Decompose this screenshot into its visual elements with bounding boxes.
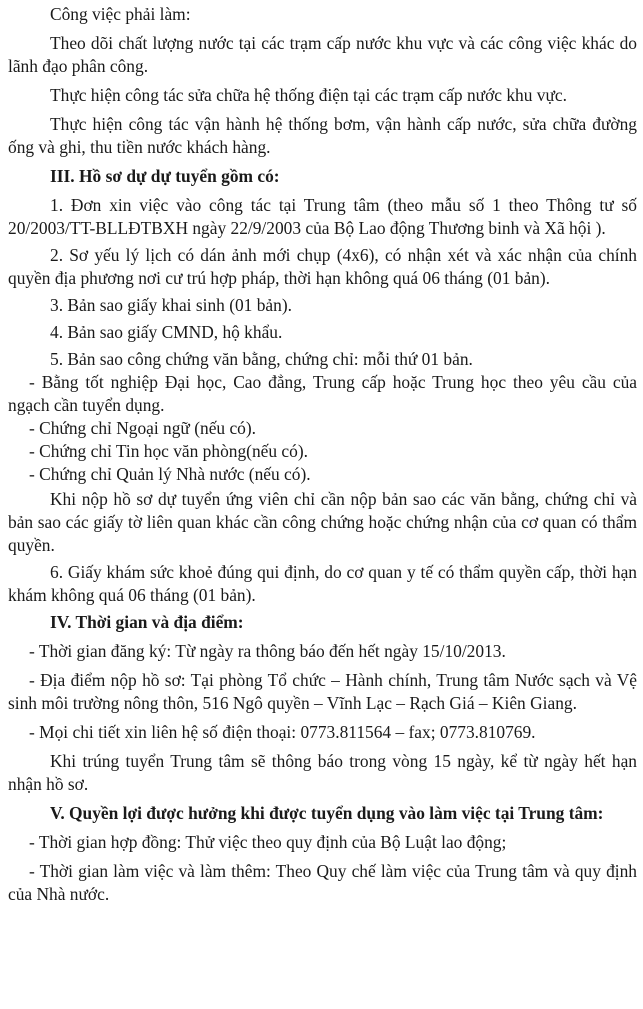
contact-info: - Mọi chi tiết xin liên hệ số điện thoại: 0773.811564 – fax; 0773.810769. xyxy=(29,722,536,742)
task-pump-operation: Thực hiện công tác vận hành hệ thống bơm, vận hành cấp nước, sửa chữa đường ống và ghi, thu tiền nước khách hàng. xyxy=(8,114,637,157)
dossier-item-2: 2. Sơ yếu lý lịch có dán ảnh mới chụp (4x6), có nhận xét và xác nhận của chính quyền địa phương nơi cư trú hợp pháp, thời hạn không quá 06 tháng (01 bản). xyxy=(8,245,637,288)
submission-place: - Địa điểm nộp hồ sơ: Tại phòng Tổ chức – Hành chính, Trung tâm Nước sạch và Vệ sinh môi trường nông thôn, 516 Ngô quyền – Vĩnh Lạc – Rạch Giá – Kiên Giang. xyxy=(8,670,637,713)
contract-time: - Thời gian hợp đồng: Thử việc theo quy định của Bộ Luật lao động; xyxy=(29,832,507,852)
section-4-heading: IV. Thời gian và địa điểm: xyxy=(50,612,244,632)
intro-line: Công việc phải làm: xyxy=(50,4,191,24)
dossier-item-6: 6. Giấy khám sức khoẻ đúng qui định, do cơ quan y tế có thẩm quyền cấp, thời hạn khám không quá 06 tháng (01 bản). xyxy=(8,562,637,605)
section-5-heading: V. Quyền lợi được hưởng khi được tuyển dụng vào làm việc tại Trung tâm: xyxy=(50,803,604,823)
dossier-sub-management: - Chứng chỉ Quản lý Nhà nước (nếu có). xyxy=(29,464,311,484)
section-3-heading: III. Hồ sơ dự dự tuyển gồm có: xyxy=(50,166,280,186)
dossier-note: Khi nộp hồ sơ dự tuyển ứng viên chỉ cần nộp bản sao các văn bằng, chứng chỉ và bản sao các giấy tờ liên quan khác cần công chứng hoặc chứng nhận của cơ quan có thẩm quyền. xyxy=(8,489,637,555)
dossier-item-3: 3. Bản sao giấy khai sinh (01 bản). xyxy=(50,295,292,315)
dossier-item-5: 5. Bản sao công chứng văn bằng, chứng chỉ: mỗi thứ 01 bản. xyxy=(50,349,473,369)
notification-info: Khi trúng tuyển Trung tâm sẽ thông báo trong vòng 15 ngày, kể từ ngày hết hạn nhận hồ sơ. xyxy=(8,751,637,794)
dossier-item-1: 1. Đơn xin việc vào công tác tại Trung tâm (theo mẫu số 1 theo Thông tư số 20/2003/TT-BLLĐTBXH ngày 22/9/2003 của Bộ Lao động Thương binh và Xã hội ). xyxy=(8,195,637,238)
working-time: - Thời gian làm việc và làm thêm: Theo Quy chế làm việc của Trung tâm và quy định của Nhà nước. xyxy=(8,861,637,904)
task-electrical-repair: Thực hiện công tác sửa chữa hệ thống điện tại các trạm cấp nước khu vực. xyxy=(50,85,567,105)
dossier-sub-it: - Chứng chỉ Tin học văn phòng(nếu có). xyxy=(29,441,308,461)
dossier-sub-degree: - Bằng tốt nghiệp Đại học, Cao đẳng, Trung cấp hoặc Trung học theo yêu cầu của ngạch cần tuyển dụng. xyxy=(8,372,637,415)
dossier-sub-language: - Chứng chỉ Ngoại ngữ (nếu có). xyxy=(29,418,257,438)
dossier-item-4: 4. Bản sao giấy CMND, hộ khẩu. xyxy=(50,322,283,342)
registration-time: - Thời gian đăng ký: Từ ngày ra thông báo đến hết ngày 15/10/2013. xyxy=(29,641,506,661)
task-water-quality: Theo dõi chất lượng nước tại các trạm cấp nước khu vực và các công việc khác do lãnh đạo phân công. xyxy=(8,33,637,76)
